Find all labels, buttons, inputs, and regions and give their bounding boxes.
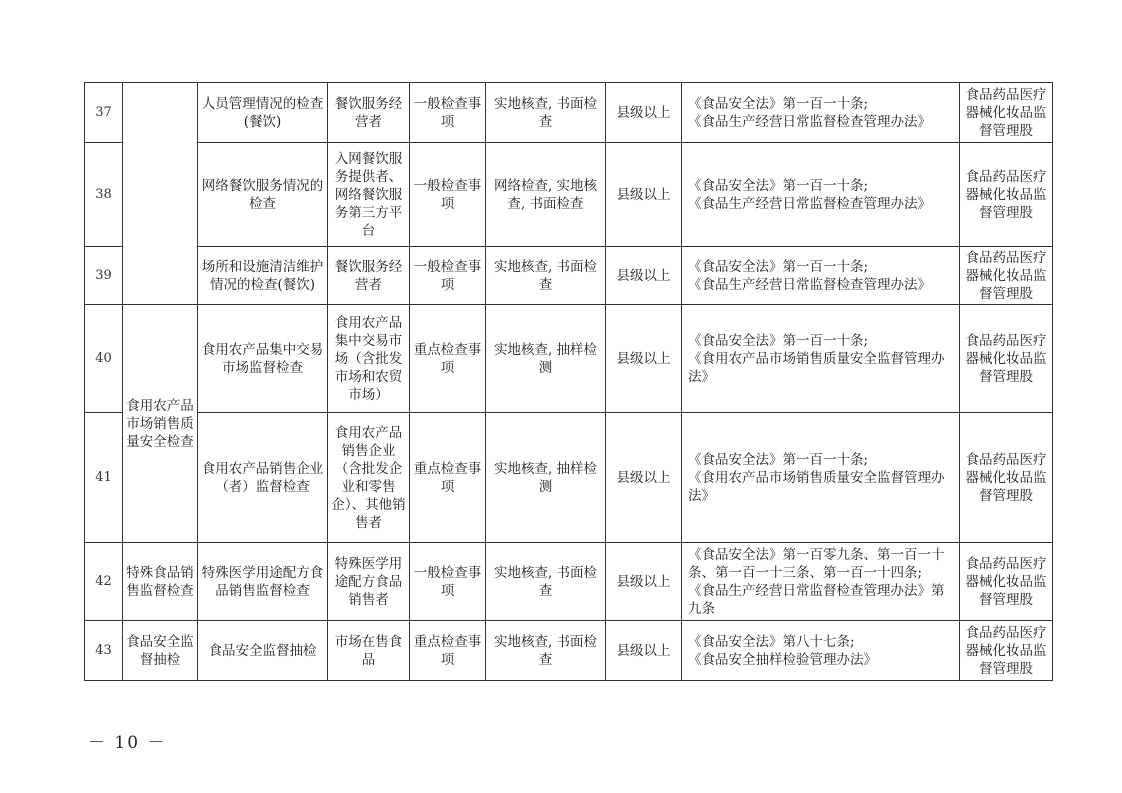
responsible-department: 食品药品医疗器械化妆品监督管理股 <box>960 543 1053 621</box>
inspection-target: 入网餐饮服务提供者、网络餐饮服务第三方平台 <box>328 143 410 247</box>
legal-basis: 《食品安全法》第一百一十条; 《食品生产经营日常监督检查管理办法》 <box>682 247 960 305</box>
jurisdiction-level: 县级以上 <box>606 247 682 305</box>
legal-basis: 《食品安全法》第八十七条; 《食品安全抽样检验管理办法》 <box>682 621 960 681</box>
category-cell: 食品安全监督抽检 <box>123 621 198 681</box>
category-cell <box>123 83 198 305</box>
table-row <box>85 621 1053 681</box>
responsible-department: 食品药品医疗器械化妆品监督管理股 <box>960 621 1053 681</box>
table-row <box>85 305 1053 413</box>
responsible-department: 食品药品医疗器械化妆品监督管理股 <box>960 247 1053 305</box>
legal-basis: 《食品安全法》第一百一十条; 《食用农产品市场销售质量安全监督管理办法》 <box>682 305 960 413</box>
inspection-items-table <box>84 82 1053 681</box>
page-number: － 10 － <box>88 733 167 753</box>
item-number: 38 <box>85 143 123 247</box>
legal-basis: 《食品安全法》第一百一十条; 《食品生产经营日常监督检查管理办法》 <box>682 83 960 143</box>
inspection-target: 市场在售食品 <box>328 621 410 681</box>
item-number: 40 <box>85 305 123 413</box>
inspection-method: 实地核查, 书面检查 <box>486 247 606 305</box>
inspection-item: 食用农产品集中交易市场监督检查 <box>198 305 328 413</box>
responsible-department: 食品药品医疗器械化妆品监督管理股 <box>960 413 1053 543</box>
inspection-item: 网络餐饮服务情况的检查 <box>198 143 328 247</box>
table-row <box>85 543 1053 621</box>
table-row <box>85 143 1053 247</box>
item-number: 39 <box>85 247 123 305</box>
inspection-method: 实地核查, 书面检查 <box>486 543 606 621</box>
item-type: 一般检查事项 <box>410 247 486 305</box>
responsible-department: 食品药品医疗器械化妆品监督管理股 <box>960 143 1053 247</box>
inspection-item: 特殊医学用途配方食品销售监督检查 <box>198 543 328 621</box>
jurisdiction-level: 县级以上 <box>606 143 682 247</box>
inspection-method: 实地核查, 书面检查 <box>486 83 606 143</box>
jurisdiction-level: 县级以上 <box>606 83 682 143</box>
legal-basis: 《食品安全法》第一百一十条; 《食用农产品市场销售质量安全监督管理办法》 <box>682 413 960 543</box>
item-number: 42 <box>85 543 123 621</box>
category-cell: 食用农产品市场销售质量安全检查 <box>123 305 198 543</box>
item-number: 41 <box>85 413 123 543</box>
table-row <box>85 247 1053 305</box>
inspection-method: 实地核查, 书面检查 <box>486 621 606 681</box>
inspection-item: 食用农产品销售企业（者）监督检查 <box>198 413 328 543</box>
inspection-method: 实地核查, 抽样检测 <box>486 305 606 413</box>
legal-basis: 《食品安全法》第一百零九条、第一百一十条、第一百一十三条、第一百一十四条; 《食品生产经营日常监督检查管理办法》第九条 <box>682 543 960 621</box>
inspection-method: 实地核查, 抽样检测 <box>486 413 606 543</box>
item-type: 一般检查事项 <box>410 83 486 143</box>
item-type: 一般检查事项 <box>410 543 486 621</box>
inspection-target: 食用农产品集中交易市场（含批发市场和农贸市场） <box>328 305 410 413</box>
jurisdiction-level: 县级以上 <box>606 413 682 543</box>
inspection-target: 食用农产品销售企业（含批发企业和零售企）、其他销售者 <box>328 413 410 543</box>
item-type: 一般检查事项 <box>410 143 486 247</box>
responsible-department: 食品药品医疗器械化妆品监督管理股 <box>960 83 1053 143</box>
inspection-target: 餐饮服务经营者 <box>328 83 410 143</box>
inspection-target: 特殊医学用途配方食品销售者 <box>328 543 410 621</box>
category-cell: 特殊食品销售监督检查 <box>123 543 198 621</box>
item-number: 43 <box>85 621 123 681</box>
legal-basis: 《食品安全法》第一百一十条; 《食品生产经营日常监督检查管理办法》 <box>682 143 960 247</box>
item-type: 重点检查事项 <box>410 413 486 543</box>
jurisdiction-level: 县级以上 <box>606 305 682 413</box>
inspection-target: 餐饮服务经营者 <box>328 247 410 305</box>
inspection-item: 场所和设施清洁维护情况的检查(餐饮) <box>198 247 328 305</box>
table-row <box>85 413 1053 543</box>
inspection-item: 人员管理情况的检查(餐饮) <box>198 83 328 143</box>
jurisdiction-level: 县级以上 <box>606 621 682 681</box>
item-type: 重点检查事项 <box>410 305 486 413</box>
responsible-department: 食品药品医疗器械化妆品监督管理股 <box>960 305 1053 413</box>
jurisdiction-level: 县级以上 <box>606 543 682 621</box>
item-type: 重点检查事项 <box>410 621 486 681</box>
table-row <box>85 83 1053 143</box>
inspection-item: 食品安全监督抽检 <box>198 621 328 681</box>
item-number: 37 <box>85 83 123 143</box>
inspection-method: 网络检查, 实地核查, 书面检查 <box>486 143 606 247</box>
